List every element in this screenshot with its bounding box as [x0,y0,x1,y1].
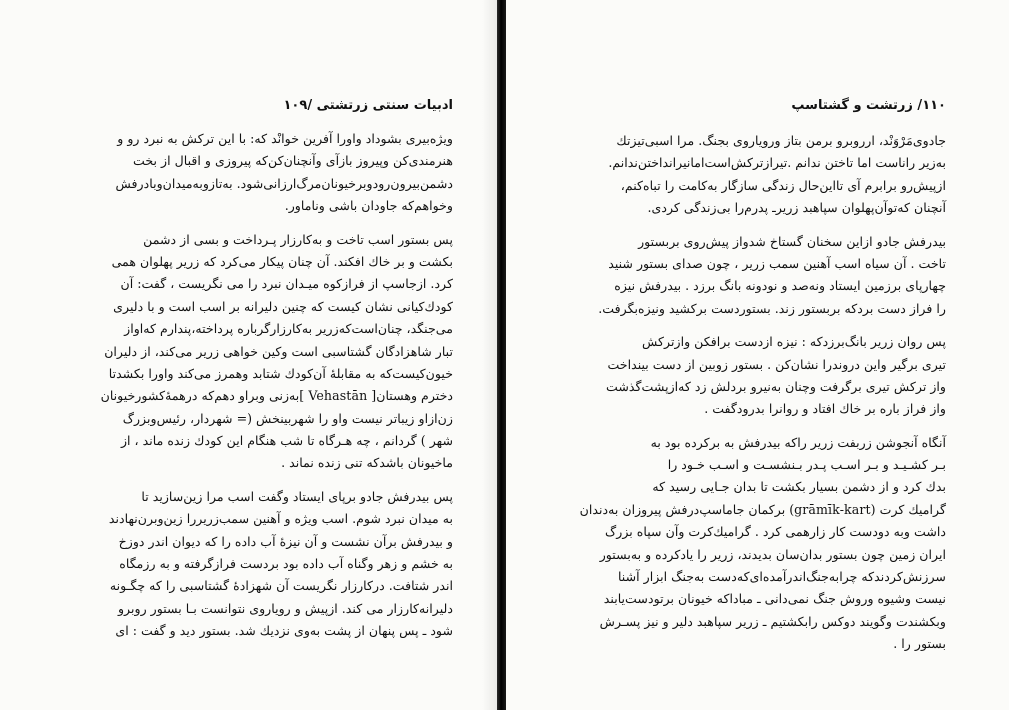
paragraph [579,432,946,656]
text-line: دخترم وهستان[ Vehastān ]بەزنی وبراو دهم‌که درهمهٔ‌کشورخیونان [100,388,453,404]
paragraph-gap [602,220,946,231]
running-head-left: ادبیات سنتی زرتشتی /۱۰۹ [283,98,453,113]
text-line: به میدان نبرد شوم. اسب ویژه و آهنین سمب‌زریررا زین‌وبرن‌نهادند [108,511,453,527]
text-line: هنرمندی‌کن وپیروز بازآی وآنچنان‌کن‌که پیروزی و اقبال از بخت [133,153,453,169]
text-line: تبار شاهزادگان گشتاسبی است وکین خواهی زریر می‌کند، از دلیران [104,343,453,359]
running-head-right: ۱۱۰/ زرتشت و گشتاسپ [791,98,946,113]
text-line: ماخیونان باشد‌که تنی زنده نماند . [281,455,453,471]
paragraph [602,331,946,421]
text-line: ایران زمین چون بستور بدان‌سان بدیدند، زریر را یادکرده و بەبستور [599,546,946,562]
text-line: گرامیك کرت (grāmīk-kart) برکمان جاماسپ‌درفش پیروزان بەدندان [579,501,946,517]
text-line: چهارپای برزمین ایستاد ونەصد و نودونه بانگ برزد . بیدرفش نیزه [614,278,946,294]
text-line: وبکشندت وگویند دوکس رابکشتیم ـ زریر سپاهبد دلیر و نیز پسـرش [599,613,946,629]
text-line: اندر شتافت. درکارزار نگریست آن شهزادهٔ گشتاسبی را که چگـونه [109,578,453,594]
gutter-shadow-left [482,0,497,710]
text-line: و بیدرفش برآن نشست و آن نیزهٔ آب داده را که دیوان اندر دوزخ [118,533,453,549]
text-line: دشمن‌بیرون‌رود‌وبرخیونان‌مرگ‌ارزانی‌شود. بەتازوبەمیدان‌وبادرفش [115,175,453,191]
text-line: بستور را . [893,636,946,652]
paragraph [100,229,453,475]
paragraph [115,128,453,218]
paragraph-gap [602,320,946,331]
text-line: به خشم و زهر وگناه آب داده بود بردست فرازگرفته و به رزمگاه [119,556,453,572]
text-line: ازپیش‌رو برابرم آی تااین‌حال زندگی سازگار بەکامت را تباه‌کنم، [620,177,946,193]
text-line: دلیرانه‌کارزار می کند. ازپیش و رویاروی نتوانست بـا بستور روبرو [117,600,453,616]
paragraph-gap [118,218,453,229]
paragraph-gap [118,475,453,486]
paragraph-gap [602,421,946,432]
paragraph [602,130,946,220]
text-line: آنچنان که‌تو‌آن‌پهلوان سپاهبد زریرـ پدرم‌را بی‌زندگی کردی. [647,200,946,216]
text-line: کرد. ازجاسپ از فرازکوه میـدان نبرد را می نگریست ، گفت: آن [120,276,453,292]
text-line: شهر ) گردانم ، چه هـرگاه تا شب هنگام این کودك زنده ماند ، از [120,433,453,449]
text-line: بکشت و بر خاك افکند. آن چنان پیکار می‌کرد که زریر پهلوان همی [111,253,453,269]
right-page [506,0,1009,710]
text-line: بـر کشـیـد و بـر اسـب پـدر بـنشسـت و اسـب خـود را [667,457,946,473]
text-line: سرزنش‌کردندکه چرابەجنگ‌اندرآمده‌ای‌کەدست بەجنگ ابزار آشنا [617,569,946,585]
text-line: خیون‌کیست‌که به مقابلهٔ آن‌کودك شتابد وهمرز می‌کند واورا بکشدتا [108,365,453,381]
left-page-body [100,128,453,643]
text-line: می‌جنگد، چنان‌است‌که‌زریر بەکارزارگرباره پرداخته،پندارم کەاواز [124,321,453,337]
text-line: واز ترکش تیری برگرفت وچنان بەنیرو بردلش زد که‌ازپشت‌گذشت [605,378,946,394]
text-line: زن‌ازاو زیباتر نیست واو را شهربینخش (= شهردار، رئیس‌وبزرگ [122,410,453,426]
text-line: بەزیر راناست اما تاختن ندانم .تیراز‌ترکش‌است‌امانیرانداختن‌ندانم. [608,155,946,171]
text-line: پس بستور اسب تاخت و بەکارزار پـرداخت و بسی از دشمن [143,231,453,247]
text-line: واز فراز باره بر خاك افتاد و روانرا بدرودگفت . [704,401,946,417]
text-line: نیست وشیوه وروش جنگ نمی‌دانی ـ مبادا‌که خیونان برتودست‌یابند [603,591,946,607]
paragraph [598,231,946,321]
text-line: داشت وبه دودست کار زارهمی کرد . گرامیك‌کرت وآن سپاه بزرگ [605,524,946,540]
text-line: کودك‌کیانی نشان کیست که چنین دلیرانه بر اسب است و با دلیری [113,298,453,314]
text-line: را فراز دست بردکه بربستور زند. بستوردست برکشید ونیزەبگرفت. [598,300,946,316]
text-line: جادوی‌مَرْوَنْد، اررو‌برو برمن بتاز ورویاروی بجنگ. مرا اسبی‌تیزتك [616,133,946,148]
text-line: آنگاه آنجوشن زربفت زریر راکه بیدرفش به برکرده بود به [650,434,946,450]
book-gutter [497,0,506,710]
text-line: شود ـ پس پنهان از پشت بەوی نزدیك شد. بستور دید و گفت : ای [115,623,453,639]
left-page [0,0,497,710]
text-line: پس روان زریر بانگ‌برزد‌که : نیزه ازدست برافکن وازترکش [641,334,946,350]
text-line: ویژه‌بیری بشوداد واورا آفرین خوانْد که: با این ترکش به نبرد رو و [117,131,453,146]
text-line: بدك کرد و از دشمن بسیار بکشت تا بدان جـایی رسید که [652,479,946,495]
text-line: تیری برگیر واین دروندرا نشان‌کن . بستور زوبین از دست بینداخت [607,356,946,372]
text-line: وخواهم‌که جاودان باشی وناماور. [284,198,453,214]
text-line: بیدرفش جادو ازاین سخنان گستاخ شدواز پیش‌روی بربستور [638,233,946,249]
right-page-body [579,130,946,656]
text-line: پس بیدرفش جادو برپای ایستاد وگفت اسب مرا زین‌سازید تا [141,488,453,504]
paragraph [108,486,453,643]
text-line: تاخت . آن سیاه اسب آهنین سمب زریر ، چون صدای بستور شنید [608,255,946,271]
